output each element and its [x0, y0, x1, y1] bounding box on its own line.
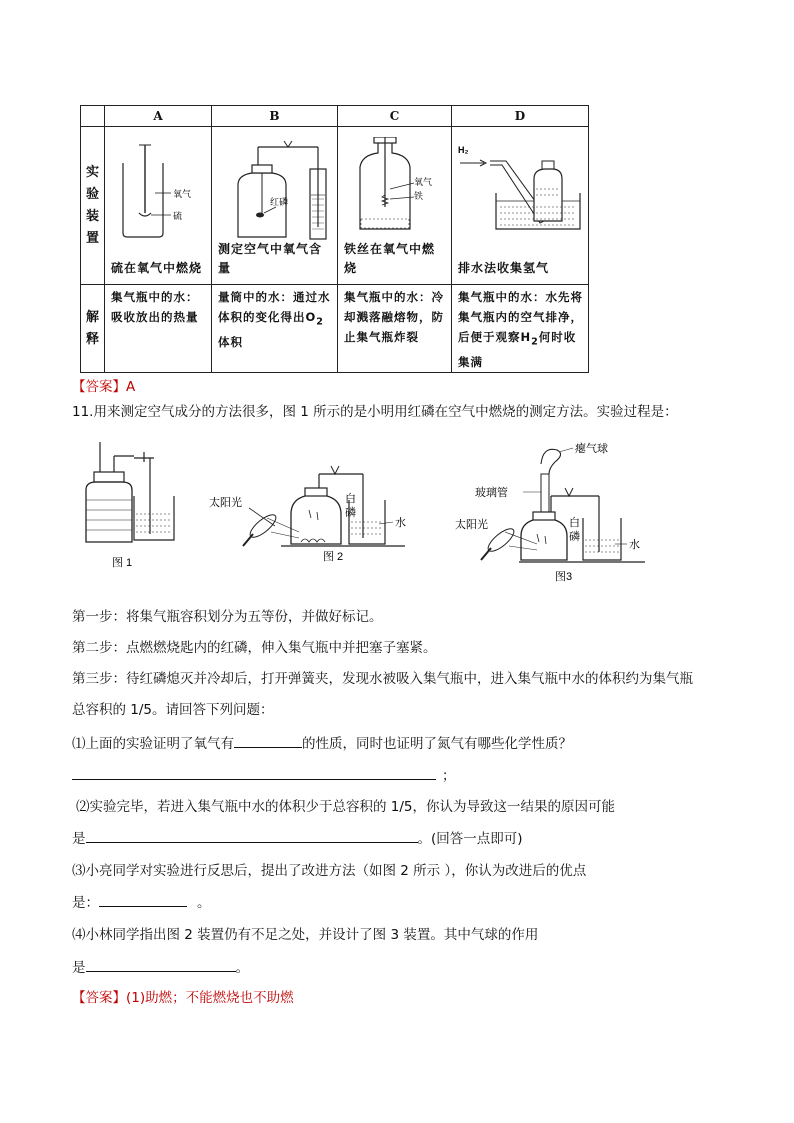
figure-3-phosphorus-label-2: 磷 [569, 531, 580, 543]
row-header-explain: 解 释 [81, 285, 105, 373]
answer-2: 【答案】(1)助燃；不能燃烧也不助燃 [72, 990, 294, 1006]
question-3-line-2: 是： 。 [72, 892, 211, 913]
caption-d: 排水法收集氢气 [458, 261, 550, 275]
cell-apparatus-c [338, 127, 452, 285]
question-3: ⑶小亮同学对实验进行反思后，提出了改进方法（如图 2 所示 ），你认为改进后的优点 [72, 863, 587, 879]
col-header-b: B [212, 106, 338, 127]
hydrogen-collection-diagram [456, 141, 586, 241]
step-3-line-1: 第三步：待红磷熄灭并冷却后，打开弹簧夹，发现水被吸入集气瓶中，进入集气瓶中水的体积约为集气瓶 [72, 671, 693, 687]
cell-explain-c: 集气瓶中的水：冷却溅落融熔物，防止集气瓶炸裂 [338, 285, 452, 373]
air-oxygen-measure-diagram [226, 135, 336, 245]
figure-2-phosphorus-label-2: 磷 [345, 507, 356, 519]
label-iron-c: 铁 [414, 191, 424, 201]
sulfur-burning-diagram [115, 143, 205, 243]
figure-3-diagram [445, 440, 655, 586]
cell-apparatus-d [452, 127, 589, 285]
question-1: ⑴上面的实验证明了氧气有 的性质，同时也证明了氮气有哪些化学性质？ [72, 733, 572, 754]
answer-blank-3[interactable] [99, 892, 187, 907]
cell-apparatus-a [105, 127, 212, 285]
answer-blank-1[interactable] [234, 733, 302, 748]
figure-3-phosphorus-label-1: 白 [569, 517, 580, 529]
row-header-apparatus: 实 验 装 置 [81, 127, 105, 285]
question-2: ⑵实验完毕，若进入集气瓶中水的体积少于总容积的 1/5，你认为导致这一结果的原因可能 [76, 799, 616, 815]
figure-3-sunlight-label: 太阳光 [455, 519, 488, 531]
figure-2-water-label: 水 [395, 517, 406, 529]
figure-2-sunlight-label: 太阳光 [209, 497, 242, 509]
question-2-line-2: 是 。(回答一点即可) [72, 828, 523, 849]
label-oxygen-c: 氧气 [414, 177, 433, 187]
caption-b: 测定空气中氧气含量 [218, 242, 323, 275]
figure-1-beaker [128, 452, 188, 552]
answer-blank-2[interactable] [86, 828, 418, 843]
experiment-table [80, 105, 589, 373]
step-3-line-2: 总容积的 1/5。请回答下列问题： [72, 702, 274, 718]
step-1: 第一步：将集气瓶容积划分为五等份，并做好标记。 [72, 609, 383, 625]
col-header-a: A [105, 106, 212, 127]
step-2: 第二步：点燃燃烧匙内的红磷，伸入集气瓶中并把塞子塞紧。 [72, 640, 437, 656]
figure-3-balloon-label: 瘪气球 [575, 443, 608, 455]
caption-c: 铁丝在氧气中燃烧 [344, 242, 436, 275]
label-sulfur-a: 硫 [173, 211, 183, 221]
col-header-c: C [338, 106, 452, 127]
answer-blank-4[interactable] [86, 957, 236, 972]
figure-2-diagram [205, 452, 425, 572]
corner-cell [81, 106, 105, 127]
cell-explain-a: 集气瓶中的水：吸收放出的热量 [105, 285, 212, 373]
cell-explain-d: 集气瓶中的水：水先将集气瓶内的空气排净，后便于观察$H_2$何时收集满 [452, 285, 589, 373]
iron-burning-diagram [352, 137, 447, 237]
question-4-line-2: 是 。 [72, 957, 249, 978]
figure-3-label: 图3 [555, 571, 573, 583]
col-header-d: D [452, 106, 589, 127]
figure-3-tube-label: 玻璃管 [475, 487, 508, 499]
question-4: ⑷小林同学指出图 2 装置仍有不足之处，并设计了图 3 装置。其中气球的作用 [72, 927, 539, 943]
answer-blank-1b[interactable] [72, 765, 436, 780]
label-oxygen-a: 氧气 [173, 189, 192, 199]
figure-2-label: 图 2 [323, 551, 344, 563]
answer-1: 【答案】A [72, 379, 136, 395]
question-11-intro: 11.用来测定空气成分的方法很多，图 1 所示的是小明用红磷在空气中燃烧的测定方法。实验过程是： [72, 404, 678, 420]
figure-3-water-label: 水 [629, 539, 640, 551]
cell-explain-b: 量筒中的水：通过水体积的变化得出$O_2$体积 [212, 285, 338, 373]
caption-a: 硫在氧气中燃烧 [111, 261, 203, 275]
cell-apparatus-b [212, 127, 338, 285]
label-h2-d: H₂ [458, 145, 469, 155]
label-red-phosphorus-b: 红磷 [270, 197, 289, 207]
question-1-line-2: ； [72, 765, 456, 786]
figure-2-phosphorus-label-1: 白 [345, 493, 356, 505]
figure-1-label: 图 1 [112, 557, 133, 569]
